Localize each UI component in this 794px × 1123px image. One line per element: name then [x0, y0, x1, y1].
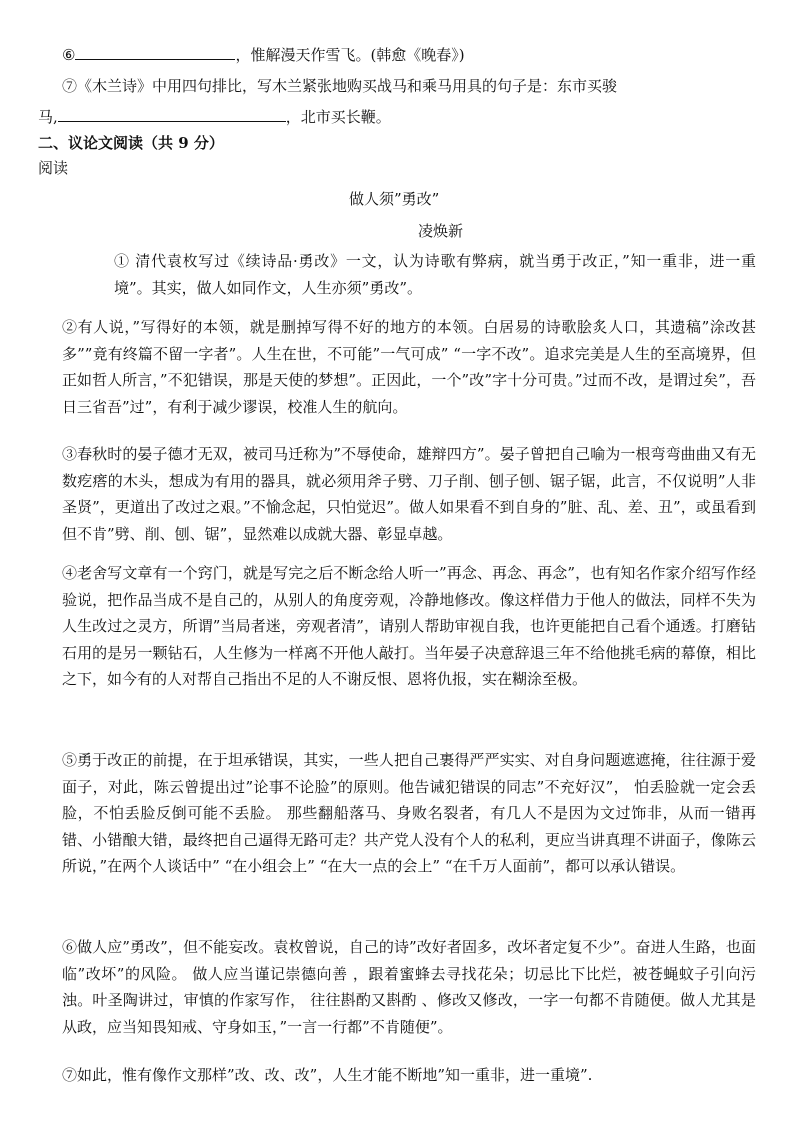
- paragraph-2: ②有人说，”写得好的本领，就是删掉写得不好的地方的本领。白居易的诗歌脍炙人口，其遗稿”涂改甚多””竟有终篇不留一字者”。人生在世，不可能”一气可成” “一字不改”。追求完美是人生的至高境界，但正如哲人所言，”不犯错误，那是天使的梦想”。正因此，一个”改”字十分可贵。”过而不改，是谓过矣”，吾日三省吾”过”，有利于减少谬误，校准人生的航向。: [62, 318, 756, 416]
- question-6: [62, 45, 465, 65]
- paragraph-7: ⑦如此，惟有像作文那样”改、改、改”，人生才能不断地”知一重非，进一重境”.: [62, 1066, 593, 1084]
- paragraph-3: ③春秋时的晏子德才无双，被司马迁称为”不辱使命，雄辩四方”。晏子曾把自己喻为一根弯弯曲曲又有无数疙瘩的木头，想成为有用的器具，就必须用斧子劈、刀子削、刨子刨、锯子锯，此言，不仅说明”人非圣贤”，更道出了改过之艰。”不愉念起，只怕觉迟”。做人如果看不到自身的”脏、乱、差、丑”，或虽看到但不肯”劈、削、刨、锯”，显然难以成就大器、彰显卓越。: [62, 445, 756, 543]
- question-7-prefix: 马,: [38, 108, 58, 126]
- answer-blank-7[interactable]: [58, 107, 286, 122]
- question-6-text: ，惟解漫天作雪飞。(韩愈《晚春》): [235, 46, 465, 64]
- paragraph-1: ① 清代袁枚写过《续诗品·勇改》一文，认为诗歌有弊病，就当勇于改正，”知一重非，进一重境”。其实，做人如同作文，人生亦须”勇改”。: [114, 252, 756, 297]
- article-author: 凌焕新: [418, 222, 464, 240]
- answer-blank-6[interactable]: [75, 45, 235, 60]
- paragraph-5: ⑤勇于改正的前提，在于坦承错误，其实，一些人把自己裹得严严实实、对自身问题遮遮掩，往往源于爱面子，对此，陈云曾提出过”论事不论脸”的原则。他告诫犯错误的同志”不充好汉”， 怕丢脸就一定会丢脸，不怕丢脸反倒可能不丢脸。 那些翻船落马、身败名裂者，有几人不是因为文过饰非，从而一错再错、小错酿大错，最终把自己逼得无路可走？共产党人没有个人的私利，更应当讲真理不讲面子，像陈云所说，”在两个人谈话中” “在小组会上” “在大一点的会上” “在千万人面前”，都可以承认错误。: [62, 751, 756, 875]
- section-instruction: 阅读: [38, 159, 69, 177]
- section-heading: 二、议论文阅读（共 9 分）: [38, 134, 224, 152]
- article-title: 做人须”勇改”: [349, 190, 440, 208]
- paragraph-6: ⑥做人应”勇改”，但不能妄改。袁枚曾说，自己的诗”改好者固多，改坏者定复不少”。奋进人生路，也面临”改坏”的风险。 做人应当谨记崇德向善 ，跟着蜜蜂去寻找花朵；切忌比下比烂，被苍蝇蚊子引向污浊。叶圣陶讲过，审慎的作家写作， 往往斟酌又斟酌 、修改又修改，一字一句都不肯随便。做人尤其是从政，应当知畏知戒、守身如玉，”一言一行都”不肯随便”。: [62, 938, 756, 1036]
- paragraph-4: ④老舍写文章有一个窍门，就是写完之后不断念给人听一”再念、再念、再念”，也有知名作家介绍写作经验说，把作品当成不是自己的，从别人的角度旁观，冷静地修改。像这样借力于他人的做法，同样不失为人生改过之灵方，所谓”当局者迷，旁观者清”，请别人帮助审视自我，也许更能把自己看个通透。打磨钻石用的是另一颗钻石，人生修为一样离不开他人敲打。当年晏子决意辞退三年不给他挑毛病的幕僚，相比之下，如今有的人对帮自己指出不足的人不谢反恨、恩将仇报，实在糊涂至极。: [62, 564, 756, 688]
- question-7-line1: ⑦《木兰诗》中用四句排比，写木兰紧张地购买战马和乘马用具的句子是：东市买骏: [62, 77, 618, 95]
- question-7-line2: [38, 107, 391, 127]
- question-6-number: ⑥: [62, 46, 76, 64]
- question-7-text: ，北市买长鞭。: [285, 108, 391, 126]
